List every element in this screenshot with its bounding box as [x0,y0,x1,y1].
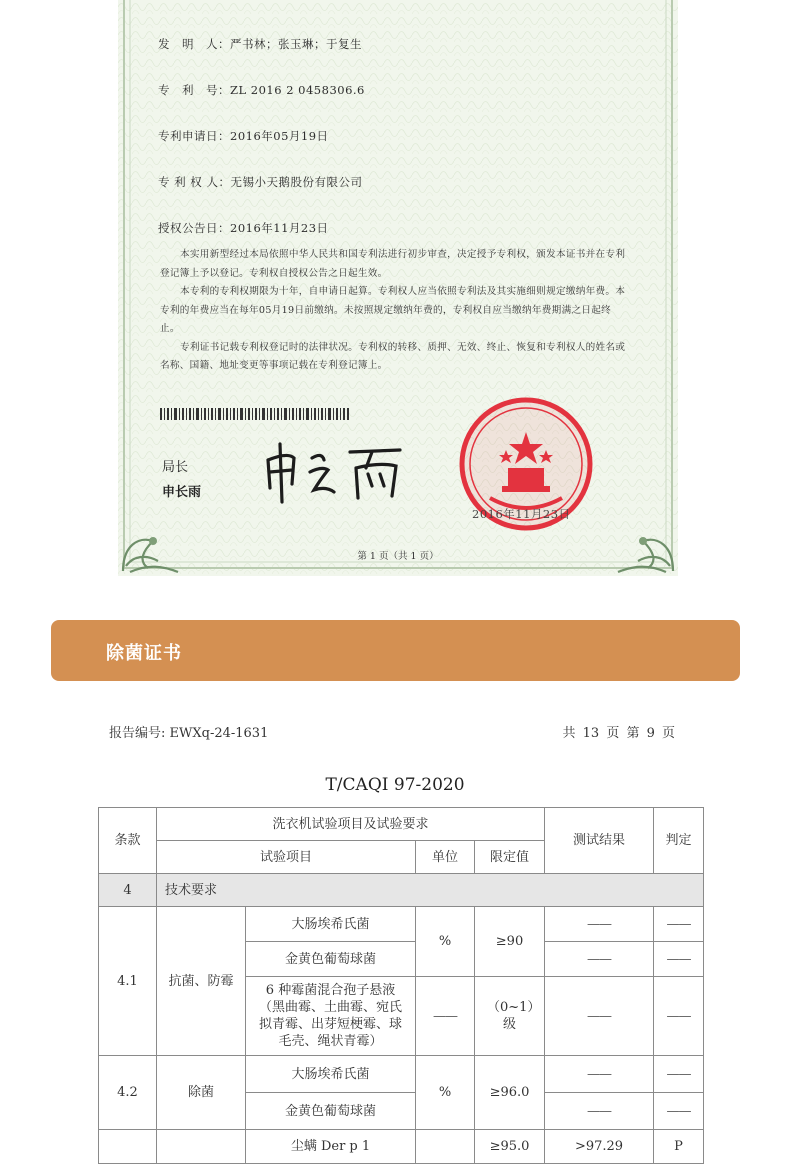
result-cell: —— [545,907,654,942]
category-cell: 抗菌、防霉 [157,907,246,1056]
grant-date-label: 授权公告日： [158,221,230,235]
patent-number-label: 专 利 号： [158,83,230,97]
item-cell: 大肠埃希氏菌 [246,907,416,942]
clause-cell: 4.2 [99,1056,157,1130]
test-requirements-table [98,807,704,1164]
seal-date: 2016年11月23日 [472,507,571,521]
limit-cell: ≥90 [475,907,545,977]
table-row [99,1056,704,1093]
header-item: 试验项目 [157,841,416,874]
table-row [99,907,704,942]
limit-cell: ≥96.0 [475,1056,545,1130]
barcode-icon [160,408,350,420]
verdict-cell: —— [654,907,704,942]
header-verdict: 判定 [654,808,704,874]
inventor-label: 发 明 人： [158,37,230,51]
ornament-bottom-right-icon [608,506,678,576]
verdict-cell: —— [654,1056,704,1093]
header-result: 测试结果 [545,808,654,874]
verdict-cell: —— [654,1093,704,1130]
limit-cell: ≥95.0 [475,1130,545,1164]
unit-cell [416,1130,475,1164]
section-banner-title: 除菌证书 [106,643,182,664]
item-cell: 大肠埃希氏菌 [246,1056,416,1093]
patent-holder-value: 无锡小天鹅股份有限公司 [230,175,363,189]
header-limit: 限定值 [475,841,545,874]
grant-date-value: 2016年11月23日 [230,221,329,235]
certificate-paragraph-1: 本实用新型经过本局依照中华人民共和国专利法进行初步审查，决定授予专利权，颁发本证书并在专利登记簿上予以登记。专利权自授权公告之日起生效。 [160,249,626,279]
standard-title: T/CAQI 97-2020 [325,775,465,795]
director-signature-icon [260,438,410,508]
result-cell: —— [545,1093,654,1130]
apply-date-line [158,128,329,144]
clause-cell: 4.1 [99,907,157,1056]
item-cell: 金黄色葡萄球菌 [246,942,416,977]
patent-number-value: ZL 2016 2 0458306.6 [230,83,365,97]
result-cell: >97.29 [545,1130,654,1164]
certificate-page-footer: 第 1 页（共 1 页） [357,551,439,562]
ornament-bottom-left-icon [118,506,188,576]
table-row [99,874,704,907]
director-name: 申长雨 [162,485,202,500]
apply-date-value: 2016年05月19日 [230,129,329,143]
apply-date-label: 专利申请日： [158,129,230,143]
inventor-value: 严书林；张玉琳；于复生 [230,37,362,51]
certificate-paragraph-2: 本专利的专利权期限为十年，自申请日起算。专利权人应当依照专利法及其实施细则规定缴纳年费。本专利的年费应当在每年05月19日前缴纳。未按照规定缴纳年费的，专利权自应当缴纳年费期满之日起终止。 [160,286,626,334]
result-cell: —— [545,1056,654,1093]
grant-date-line [158,220,329,236]
section-title-cell: 技术要求 [157,874,704,907]
clause-cell [99,1130,157,1164]
patent-certificate [118,0,678,576]
patent-holder-line [158,174,362,190]
unit-cell: —— [416,977,475,1056]
item-cell: 6 种霉菌混合孢子悬液（黑曲霉、土曲霉、宛氏拟青霉、出芽短梗霉、球毛壳、绳状青霉） [246,977,416,1056]
inventor-line [158,36,362,52]
unit-cell: % [416,1056,475,1130]
header-clause: 条款 [99,808,157,874]
verdict-cell: P [654,1130,704,1164]
patent-holder-label: 专 利 权 人： [158,175,231,189]
limit-cell: （0~1）级 [475,977,545,1056]
section-banner [51,620,740,681]
item-cell: 金黄色葡萄球菌 [246,1093,416,1130]
certificate-body [160,246,630,376]
certificate-paragraph-3: 专利证书记载专利权登记时的法律状况。专利权的转移、质押、无效、终止、恢复和专利权人的姓名或名称、国籍、地址变更等事项记载在专利登记簿上。 [160,341,626,371]
header-unit: 单位 [416,841,475,874]
report-page-info: 共 13 页 第 9 页 [562,726,675,741]
table-row [99,1130,704,1164]
director-title: 局长 [162,460,189,475]
header-group: 洗衣机试验项目及试验要求 [157,808,545,841]
category-cell [157,1130,246,1164]
result-cell: —— [545,977,654,1056]
result-cell: —— [545,942,654,977]
table-header-row-1 [99,808,704,841]
report-number: 报告编号: EWXq-24-1631 [109,726,269,741]
category-cell: 除菌 [157,1056,246,1130]
verdict-cell: —— [654,977,704,1056]
verdict-cell: —— [654,942,704,977]
clause-cell: 4 [99,874,157,907]
unit-cell: % [416,907,475,977]
patent-number-line [158,82,365,98]
item-cell: 尘螨 Der p 1 [246,1130,416,1164]
